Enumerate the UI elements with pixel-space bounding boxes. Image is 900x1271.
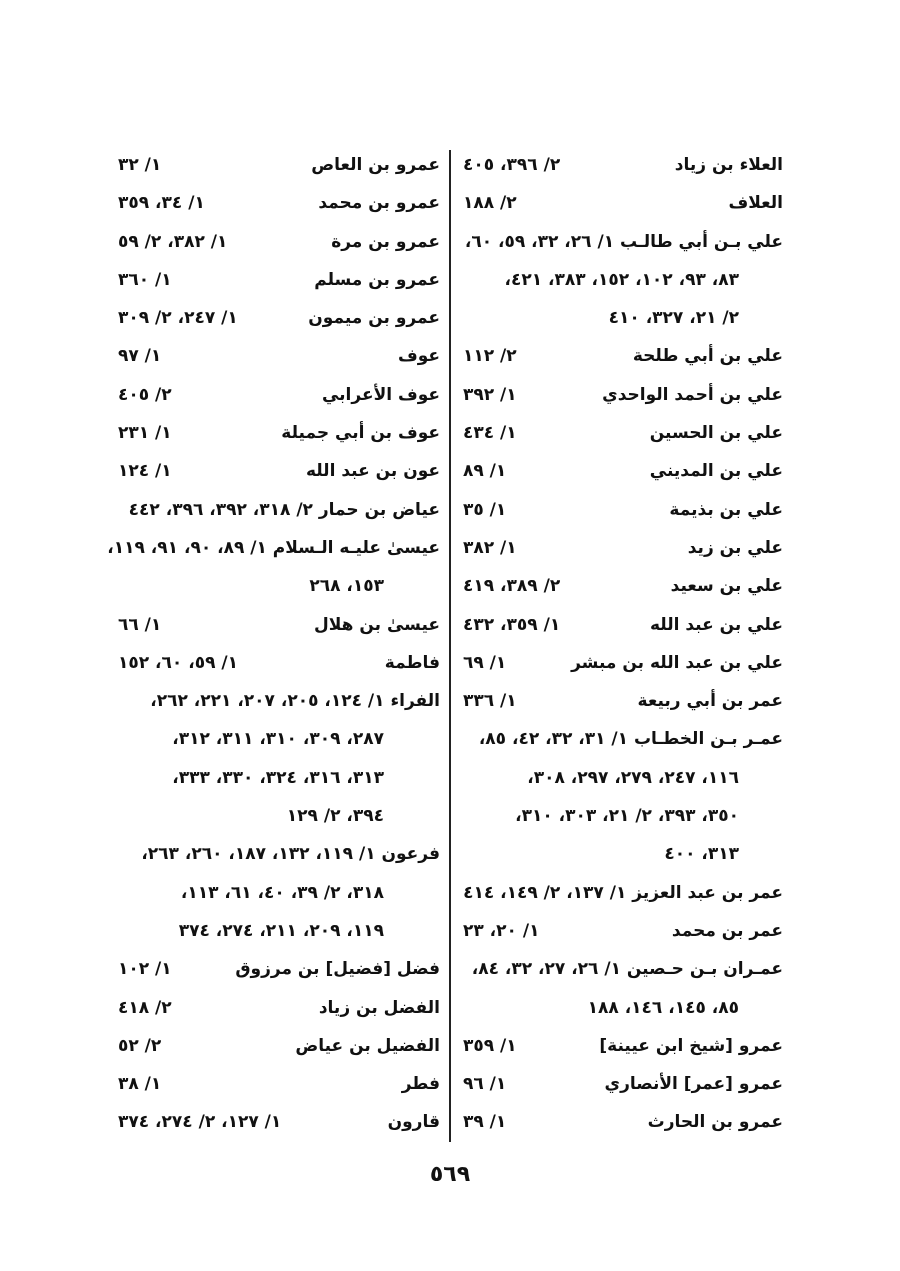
entry-line: علي بـن أبي طالـب ١/ ٢٦، ٣٢، ٥٩، ٦٠، [464,231,783,252]
index-entry [118,491,440,529]
entry-name: عيسىٰ بن هلال [313,614,440,635]
index-entry [118,912,440,950]
index-entry [118,337,440,375]
entry-name: علي بن زيد [687,537,783,558]
entry-name: علي بن سعيد [670,576,783,597]
entry-page-refs: ١/ ٣٩٢ [463,384,517,405]
column-divider [449,150,451,1142]
index-entry [463,644,783,682]
entry-page-refs: ٢/ ٣٩٦، ٤٠٥ [463,155,561,175]
entry-name: عون بن عبد الله [305,461,440,482]
index-entry [118,261,440,299]
index-entry [463,606,783,644]
entry-page-refs: ١/ ٤٣٤ [463,423,517,444]
entry-name: عوف الأعرابي [321,384,440,405]
entry-page-refs: ١/ ٣٨٢ [463,537,517,558]
entry-page-refs: ٢/ ٥٢ [118,1035,162,1056]
index-entry [463,184,783,222]
entry-page-refs: ١/ ٣٥ [463,499,507,520]
entry-page-refs: ١/ ٣٥٩ [463,1035,517,1056]
index-entry [118,835,440,873]
entry-continuation-line: ٣٥٠، ٣٩٣، ٢/ ٢١، ٣٠٣، ٣١٠، [515,806,739,827]
entry-name: علي بن أحمد الواحدي [602,384,783,405]
entry-name: عمرو بن ميمون [308,308,440,329]
index-entry [118,682,440,720]
index-entry [118,567,440,605]
index-entry [463,912,783,950]
entry-continuation-line: ٣١٨، ٢/ ٣٩، ٤٠، ٦١، ١١٣، [180,882,384,903]
index-entry [463,1027,783,1065]
entry-continuation-line: ٢٨٧، ٣٠٩، ٣١٠، ٣١١، ٣١٢، [172,729,384,750]
entry-page-refs: ١/ ٣٦٠ [118,269,172,290]
index-entry [463,491,783,529]
entry-page-refs: ١/ ٣٥٩، ٤٣٢ [463,614,561,635]
entry-continuation-line: ٢/ ٢١، ٣٢٧، ٤١٠ [608,308,739,329]
index-entry [463,376,783,414]
index-entry [463,835,783,873]
entry-name: قارون [387,1112,440,1133]
entry-page-refs: ١/ ٢٣١ [118,423,172,444]
index-entry [463,414,783,452]
entry-name: عمر بن محمد [671,920,783,941]
entry-line: فرعون ١/ ١١٩، ١٣٢، ١٨٧، ٢٦٠، ٢٦٣، [141,844,440,865]
index-entry [463,797,783,835]
entry-name: علي بن الحسين [649,423,783,444]
index-entry [118,606,440,644]
entry-name: عمرو [عمر] الأنصاري [604,1074,783,1095]
index-entry [118,644,440,682]
index-entry [118,797,440,835]
entry-page-refs: ١/ ١٢٤ [118,461,172,482]
index-entry [463,299,783,337]
entry-name: العلاء بن زياد [674,155,783,175]
entry-page-refs: ٢/ ١١٢ [463,346,517,367]
index-entry [118,299,440,337]
entry-line: عمـر بـن الخطـاب ١/ ٣١، ٣٢، ٤٢، ٨٥، [478,729,783,750]
entry-continuation-line: ١١٩، ٢٠٩، ٢١١، ٢٧٤، ٣٧٤ [178,920,384,941]
entry-page-refs: ١/ ٣٨٢، ٢/ ٥٩ [118,231,228,252]
index-entry [118,1103,440,1141]
index-entry [118,874,440,912]
index-entry [463,950,783,988]
index-entry [118,1065,440,1103]
index-column-right [463,146,783,1143]
index-entry [118,759,440,797]
entry-page-refs: ١/ ٣٣٦ [463,691,517,712]
entry-page-refs: ١/ ١٢٧، ٢/ ٢٧٤، ٣٧٤ [118,1112,282,1133]
entry-line: عياض بن حمار ٢/ ٣١٨، ٣٩٢، ٣٩٦، ٤٤٢ [128,499,440,520]
entry-page-refs: ١/ ٥٩، ٦٠، ١٥٢ [118,652,238,673]
index-column-left [107,146,440,1143]
index-entry [118,146,440,184]
entry-line: عيسىٰ عليـه الـسلام ١/ ٨٩، ٩٠، ٩١، ١١٩، [107,537,440,558]
entry-page-refs: ١/ ١٠٢ [118,959,172,980]
index-entry [463,223,783,261]
index-entry [118,1027,440,1065]
entry-name: علي بن عبد الله بن مبشر [571,652,783,673]
entry-continuation-line: ٨٥، ١٤٥، ١٤٦، ١٨٨ [587,997,739,1018]
entry-line: عمـران بـن حـصين ١/ ٢٦، ٢٧، ٣٢، ٨٤، [471,959,783,980]
entry-continuation-line: ٣٩٤، ٢/ ١٢٩ [286,806,384,827]
entry-page-refs: ١/ ٢٤٧، ٢/ ٣٠٩ [118,308,238,329]
entry-name: عمرو بن مرة [331,231,440,252]
entry-line: الفراء ١/ ١٢٤، ٢٠٥، ٢٠٧، ٢٢١، ٢٦٢، [150,691,440,712]
index-entry [463,759,783,797]
entry-name: عوف [397,346,440,367]
entry-name: عمرو [شيخ ابن عيينة] [599,1035,783,1056]
entry-continuation-line: ٣١٣، ٤٠٠ [664,844,739,865]
entry-name: فضل [فضيل] بن مرزوق [235,959,440,980]
entry-page-refs: ٢/ ٣٨٩، ٤١٩ [463,576,561,597]
entry-name: عمرو بن محمد [318,193,440,214]
index-entry [118,414,440,452]
entry-line: عمر بن عبد العزيز ١/ ١٣٧، ٢/ ١٤٩، ٤١٤ [463,882,783,903]
entry-name: علي بن عبد الله [649,614,783,635]
entry-name: عمرو بن العاص [311,155,440,175]
entry-name: فاطمة [384,652,440,673]
entry-name: عمرو بن مسلم [314,269,440,290]
entry-name: عوف بن أبي جميلة [281,423,440,444]
entry-page-refs: ١/ ٨٩ [463,461,507,482]
entry-name: فطر [401,1074,440,1095]
page-number: ٥٦٩ [429,1162,471,1187]
entry-page-refs: ٢/ ١٨٨ [463,193,517,214]
index-entry [118,950,440,988]
entry-name: العلاف [728,193,783,214]
index-entry [463,1103,783,1141]
entry-page-refs: ١/ ٣٩ [463,1112,507,1133]
index-entry [118,184,440,222]
entry-name: علي بن بذيمة [669,499,783,520]
index-entry [118,720,440,758]
index-entry [118,223,440,261]
index-entry [118,376,440,414]
entry-name: الفضل بن زياد [318,997,440,1018]
entry-continuation-line: ٨٣، ٩٣، ١٠٢، ١٥٢، ٣٨٣، ٤٢١، [504,269,739,290]
index-entry [463,146,783,184]
index-entry [463,1065,783,1103]
entry-continuation-line: ١١٦، ٢٤٧، ٢٧٩، ٢٩٧، ٣٠٨، [527,767,739,788]
entry-page-refs: ١/ ٣٨ [118,1074,162,1095]
index-entry [463,261,783,299]
index-entry [463,337,783,375]
entry-page-refs: ١/ ٦٦ [118,614,162,635]
index-entry [463,989,783,1027]
entry-page-refs: ٢/ ٤١٨ [118,997,172,1018]
entry-page-refs: ١/ ٢٠، ٢٣ [463,920,540,941]
entry-name: علي بن أبي طلحة [632,346,783,367]
entry-name: عمر بن أبي ربيعة [637,691,783,712]
entry-page-refs: ١/ ٩٧ [118,346,162,367]
entry-page-refs: ١/ ٦٩ [463,652,507,673]
index-entry [118,452,440,490]
index-entry [463,529,783,567]
entry-page-refs: ١/ ٣٤، ٣٥٩ [118,193,205,214]
index-entry [463,682,783,720]
entry-name: علي بن المديني [649,461,783,482]
entry-name: الفضيل بن عياض [295,1035,440,1056]
index-entry [463,452,783,490]
index-entry [118,989,440,1027]
entry-name: عمرو بن الحارث [647,1112,783,1133]
entry-page-refs: ٢/ ٤٠٥ [118,384,172,405]
entry-page-refs: ١/ ٩٦ [463,1074,507,1095]
index-entry [107,529,440,567]
entry-continuation-line: ١٥٣، ٢٦٨ [309,576,384,597]
index-entry [463,874,783,912]
index-entry [463,720,783,758]
entry-continuation-line: ٣١٣، ٣١٦، ٣٢٤، ٣٣٠، ٣٣٣، [172,767,384,788]
index-entry [463,567,783,605]
entry-page-refs: ١/ ٣٢ [118,155,162,175]
